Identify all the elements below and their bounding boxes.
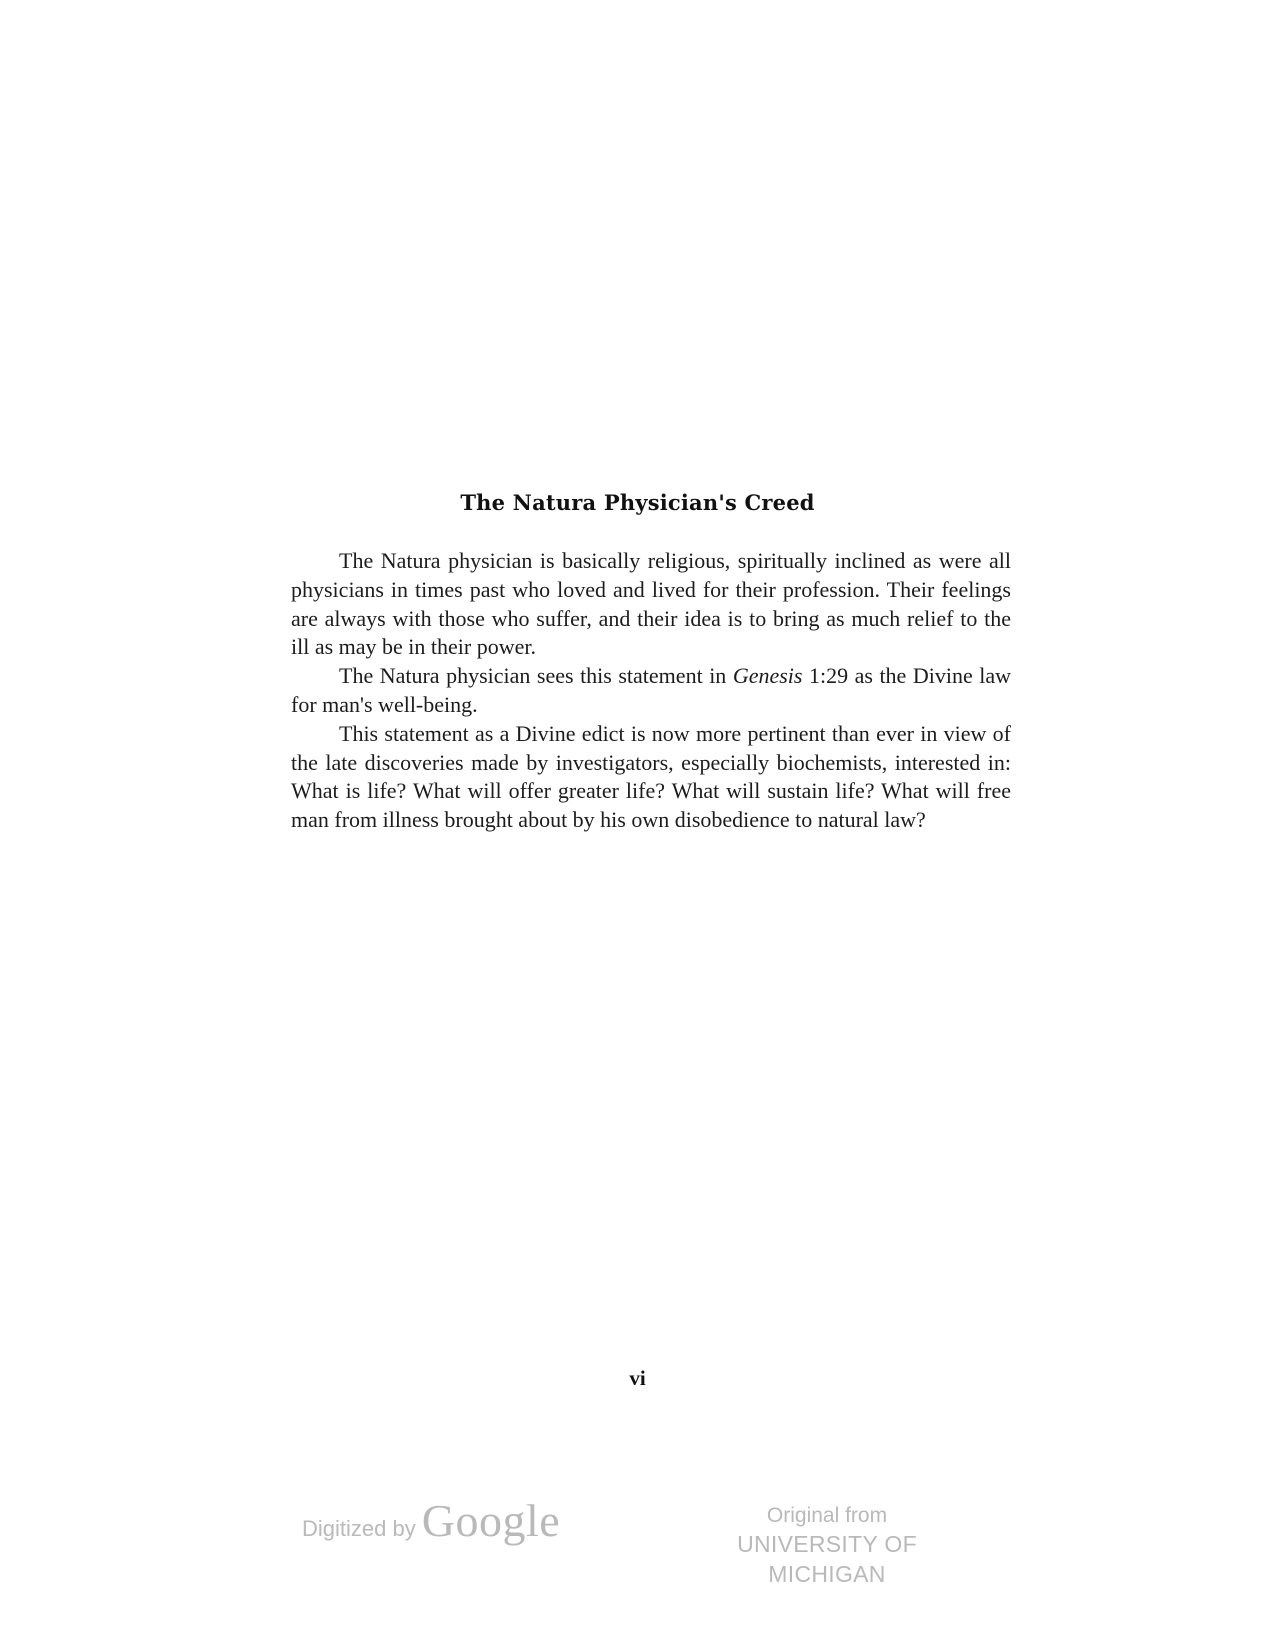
paragraph-1: The Natura physician is basically religious, spiritually inclined as were all physicians in times past who loved and lived for their profession. Their feelings are always with those who suffer, and their idea is to bring as much relief to the ill as may be in their power. [291,548,1011,660]
paragraph-2-end: 1:29 as the Divine law for man's well-being. [291,663,1011,717]
paragraph-3: This statement as a Divine edict is now more pertinent than ever in view of the late discoveries made by investigators, especially biochemists, interested in: What is life? What will offer greater life? What will sustain life? What will free man from illness brought about by his own disobedience to natural law? [291,720,1011,833]
original-from-label: Original from [766,1504,888,1527]
page-number: vi [629,1366,646,1390]
paragraph-2 [291,662,1011,720]
google-logo: Google [421,1495,561,1546]
digitized-by-label: Digitized by [302,1516,416,1541]
genesis-reference: Genesis [732,663,803,689]
page-title: The Natura Physician's Creed [460,490,815,515]
paragraph-2-start: The Natura physician sees this statement in [339,663,733,689]
university-label: UNIVERSITY OF MICHIGAN [737,1531,917,1587]
body-text [291,547,1011,835]
digitized-by-watermark [302,1494,560,1547]
original-source-watermark [682,1503,972,1589]
